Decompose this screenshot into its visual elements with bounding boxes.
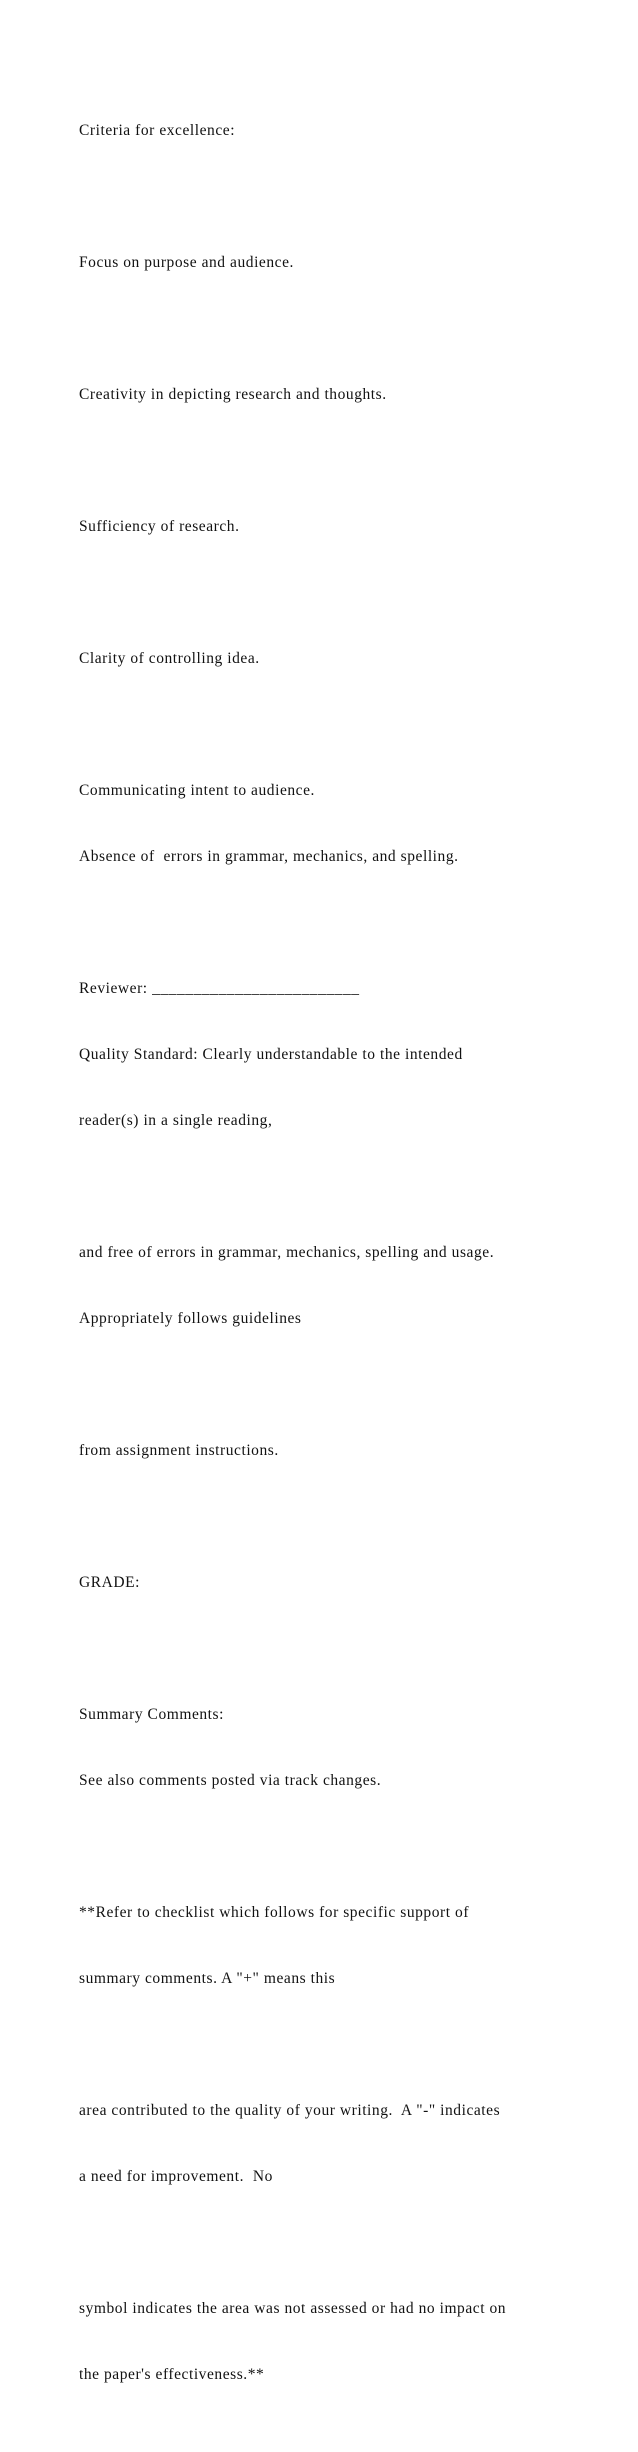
text-line: from assignment instructions. bbox=[79, 1442, 279, 1459]
reviewer-quality-standard bbox=[79, 934, 619, 1176]
summary-comments bbox=[79, 1660, 619, 1836]
quality-standard-continued bbox=[79, 1198, 619, 1374]
criteria-heading bbox=[79, 76, 619, 186]
checklist-note-3 bbox=[79, 2254, 619, 2430]
text-line: Summary Comments: bbox=[79, 1706, 224, 1723]
checklist-note-1 bbox=[79, 1858, 619, 2034]
text-line: See also comments posted via track changes. bbox=[79, 1772, 382, 1789]
criterion-clarity bbox=[79, 604, 619, 714]
text-line: Sufficiency of research. bbox=[79, 518, 240, 535]
text-line: Appropriately follows guidelines bbox=[79, 1310, 302, 1327]
document-body bbox=[79, 76, 619, 2452]
text-line: Criteria for excellence: bbox=[79, 122, 236, 139]
grade-label bbox=[79, 1528, 619, 1638]
text-line: Quality Standard: Clearly understandable to the intended bbox=[79, 1046, 463, 1063]
text-line: Clarity of controlling idea. bbox=[79, 650, 260, 667]
reviewer-line: Reviewer: _________________________ bbox=[79, 980, 360, 997]
criterion-creativity bbox=[79, 340, 619, 450]
assignment-instructions-line bbox=[79, 1396, 619, 1506]
text-line: symbol indicates the area was not assessed or had no impact on bbox=[79, 2300, 507, 2317]
text-line: area contributed to the quality of your writing. A "-" indicates bbox=[79, 2102, 501, 2119]
text-line: reader(s) in a single reading, bbox=[79, 1112, 273, 1129]
text-line: summary comments. A "+" means this bbox=[79, 1970, 336, 1987]
text-line: GRADE: bbox=[79, 1574, 140, 1591]
text-line: Absence of errors in grammar, mechanics, and spelling. bbox=[79, 848, 459, 865]
text-line: the paper's effectiveness.** bbox=[79, 2366, 265, 2383]
text-line: a need for improvement. No bbox=[79, 2168, 273, 2185]
text-line: and free of errors in grammar, mechanics, spelling and usage. bbox=[79, 1244, 495, 1261]
criterion-purpose bbox=[79, 208, 619, 318]
text-line: Focus on purpose and audience. bbox=[79, 254, 294, 271]
criterion-research bbox=[79, 472, 619, 582]
criterion-intent bbox=[79, 736, 619, 912]
checklist-note-2 bbox=[79, 2056, 619, 2232]
text-line: Creativity in depicting research and thoughts. bbox=[79, 386, 387, 403]
text-line: Communicating intent to audience. bbox=[79, 782, 315, 799]
text-line: **Refer to checklist which follows for specific support of bbox=[79, 1904, 470, 1921]
